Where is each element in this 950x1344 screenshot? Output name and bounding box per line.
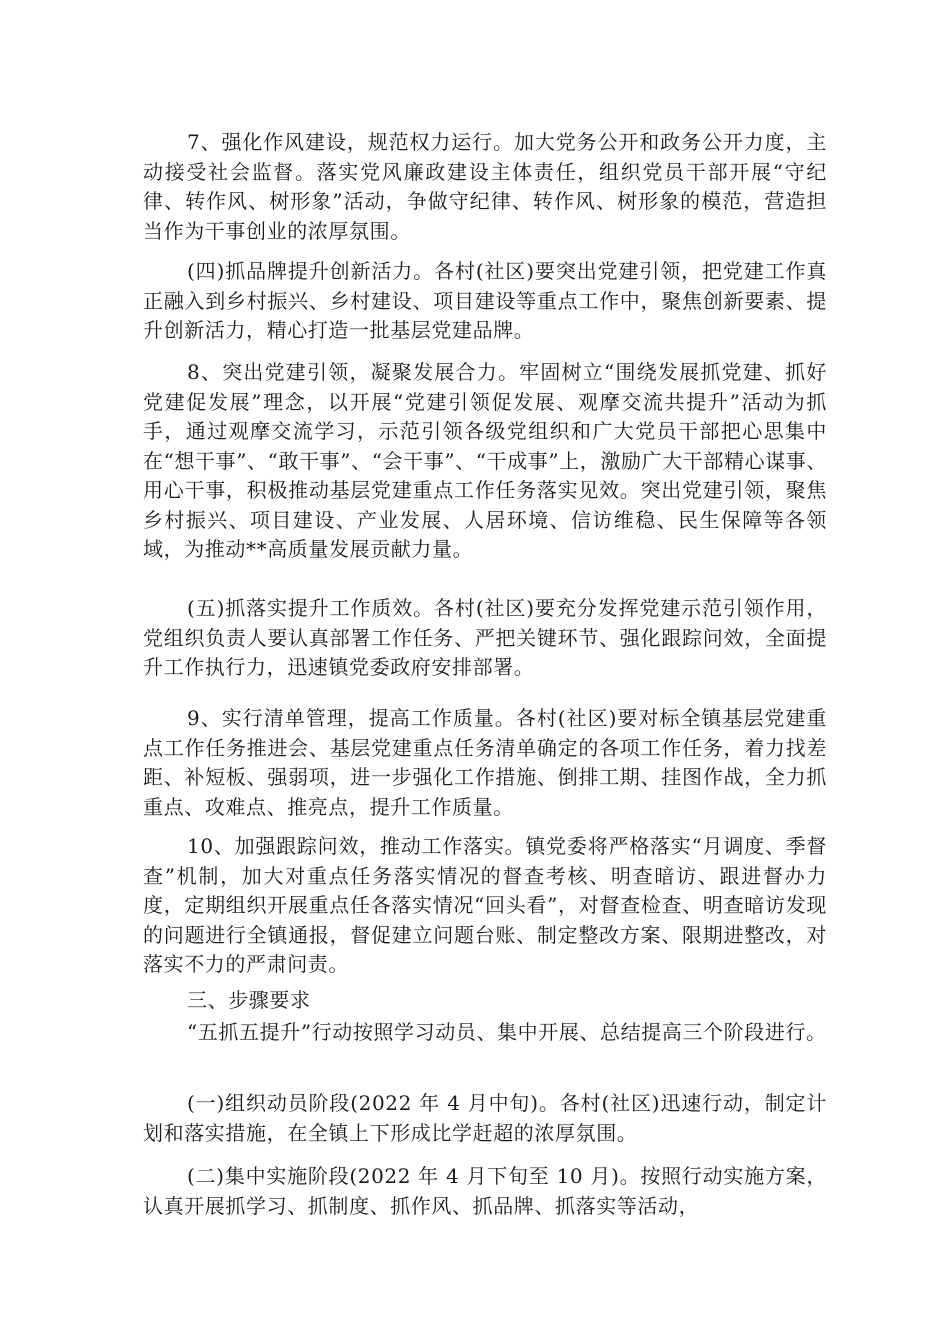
paragraph-7-style-building: 7、强化作风建设，规范权力运行。加大党务公开和政务公开力度，主动接受社会监督。落实党风廉政建设主体责任，组织党员干部开展“守纪律、转作风、树形象”活动，争做守纪律、转作风、树形象的模范，营造担当作为干事创业的浓厚氛围。 (143, 130, 827, 243)
paragraph-section-5-implementation: (五)抓落实提升工作质效。各村(社区)要充分发挥党建示范引领作用，党组织负责人要认真部署工作任务、严把关键环节、强化跟踪问效，全面提升工作执行力，迅速镇党委政府安排部署。 (143, 596, 827, 679)
paragraph-9-checklist-management: 9、实行清单管理，提高工作质量。各村(社区)要对标全镇基层党建重点工作任务推进会、基层党建重点任务清单确定的各项工作任务，着力找差距、补短板、强弱项，进一步强化工作措施、倒排工期、挂图作战，全力抓重点、攻难点、推亮点，提升工作质量。 (143, 706, 827, 819)
paragraph-section-4-brand: (四)抓品牌提升创新活力。各村(社区)要突出党建引领，把党建工作真正融入到乡村振兴、乡村建设、项目建设等重点工作中，聚焦创新要素、提升创新活力，精心打造一批基层党建品牌。 (143, 259, 827, 342)
heading-section-3-steps: 三、步骤要求 (187, 988, 311, 1012)
paragraph-10-tracking: 10、加强跟踪问效，推动工作落实。镇党委将严格落实“月调度、季督查”机制，加大对重点任务落实情况的督查考核、明查暗访、跟进督办力度，定期组织开展重点任各落实情况“回头看”，对督查检查、明查暗访发现的问题进行全镇通报，督促建立问题台账、制定整改方案、限期进整改，对落实不力的严肃问责。 (143, 834, 827, 976)
paragraph-stage-1-mobilization: (一)组织动员阶段(2022 年 4 月中旬)。各村(社区)迅速行动，制定计划和落实措施，在全镇上下形成比学赶超的浓厚氛围。 (143, 1091, 827, 1145)
paragraph-8-party-leadership: 8、突出党建引领，凝聚发展合力。牢固树立“围绕发展抓党建、抓好党建促发展”理念，以开展“党建引领促发展、观摩交流共提升”活动为抓手，通过观摩交流学习，示范引领各级党组织和广大党员干部把心思集中在“想干事”、“敢干事”、“会干事”、“干成事”上，激励广大干部精心谋事、用心干事，积极推动基层党建重点工作任务落实见效。突出党建引领，聚焦乡村振兴、项目建设、产业发展、人居环境、信访维稳、民生保障等各领域，为推动**高质量发展贡献力量。 (143, 360, 827, 561)
paragraph-steps-intro: “五抓五提升”行动按照学习动员、集中开展、总结提高三个阶段进行。 (187, 1020, 827, 1044)
paragraph-stage-2-implementation: (二)集中实施阶段(2022 年 4 月下旬至 10 月)。按照行动实施方案，认真开展抓学习、抓制度、抓作风、抓品牌、抓落实等活动， (143, 1164, 827, 1218)
